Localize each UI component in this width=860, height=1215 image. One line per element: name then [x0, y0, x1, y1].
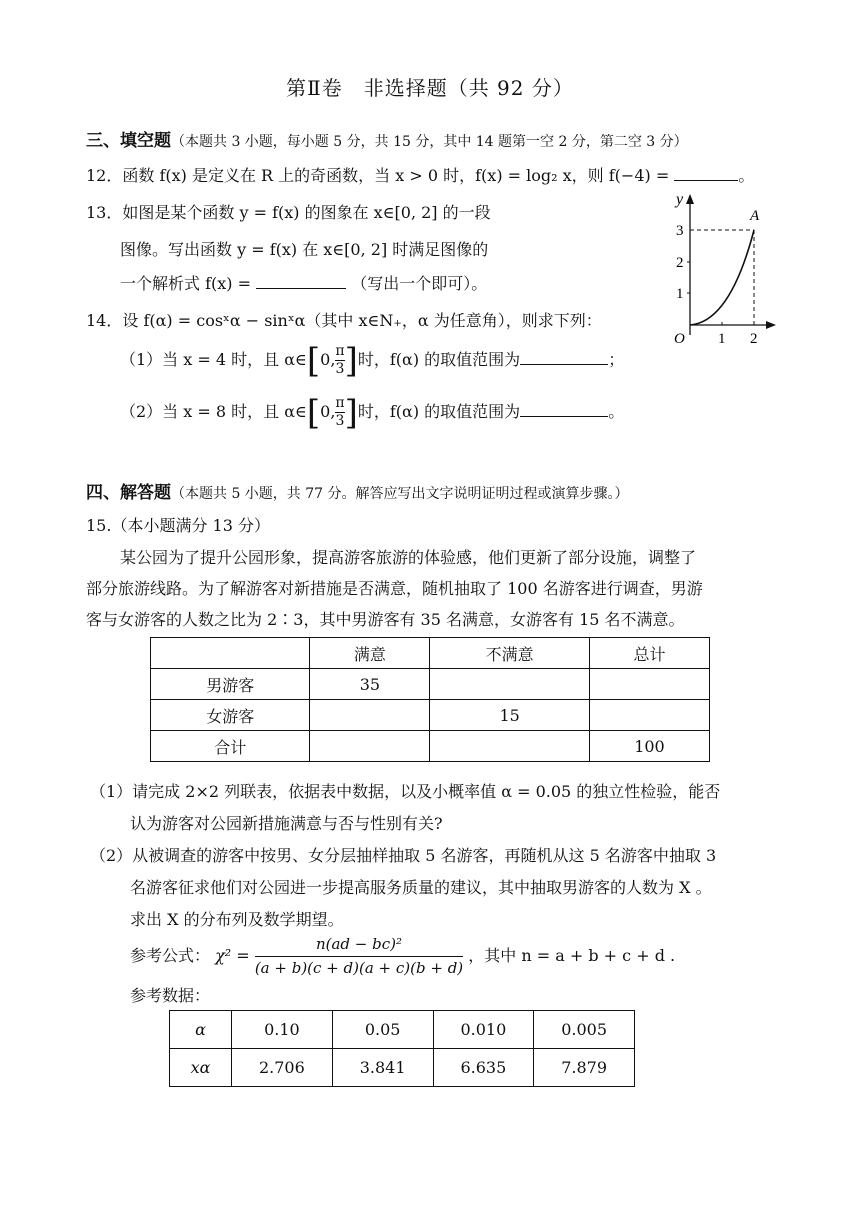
table-row: [151, 669, 710, 700]
q15-header: 15.（本小题满分 13 分）: [86, 516, 270, 535]
formula-fraction: [255, 935, 463, 978]
y-tick-label-1: 1: [676, 286, 684, 302]
table-cell: 7.879: [534, 1049, 635, 1087]
q15-sub-1a: （1）请完成 2×2 列联表，依据表中数据，以及小概率值 α = 0.05 的独立性检验，能否: [90, 782, 721, 801]
function-graph: [660, 190, 780, 355]
section-3-heading: 三、填空题: [86, 131, 171, 151]
table-cell: 0.005: [534, 1011, 635, 1049]
table-cell: xα: [170, 1049, 232, 1087]
section-3-header: [86, 126, 688, 151]
table-cell[interactable]: [589, 669, 709, 700]
table-row: [170, 1011, 635, 1049]
q15-sub-2b: 名游客征求他们对公园进一步提高服务质量的建议，其中抽取男游客的人数为 X 。: [130, 878, 712, 897]
table-cell[interactable]: [310, 700, 430, 731]
q13-answer-blank[interactable]: [256, 274, 346, 289]
q14-p2-answer-blank[interactable]: [520, 402, 608, 417]
fraction-denominator: 3: [335, 361, 345, 377]
fraction-denominator: 3: [335, 413, 345, 429]
table-row: [151, 700, 710, 731]
table-cell: 不满意: [430, 638, 590, 669]
y-axis-arrow: [686, 194, 694, 204]
q14-p2-a: （2）当 x = 8 时，且 α∈: [120, 402, 307, 421]
data-label: 参考数据：: [130, 986, 211, 1005]
curve: [690, 230, 754, 325]
pi-over-3: [335, 343, 344, 378]
q13-line-3: [120, 271, 487, 294]
table-cell: 100: [589, 731, 709, 762]
table-row: [151, 731, 710, 762]
section-3-note: （本题共 3 小题，每小题 5 分，共 15 分，其中 14 题第一空 2 分，第二空 3 分）: [171, 134, 688, 150]
y-tick-label-2: 2: [676, 255, 684, 271]
right-bracket: ]: [344, 392, 358, 433]
table-cell: 0.05: [332, 1011, 433, 1049]
table-cell: [151, 638, 310, 669]
page-title: 第Ⅱ卷 非选择题（共 92 分）: [286, 76, 574, 100]
left-bracket: [: [306, 392, 321, 433]
table-cell: 女游客: [151, 700, 310, 731]
table-cell: 0.10: [232, 1011, 333, 1049]
reference-data-table: [169, 1010, 635, 1087]
table-cell: 6.635: [433, 1049, 534, 1087]
table-cell: 3.841: [332, 1049, 433, 1087]
table-row: [170, 1049, 635, 1087]
q13-line-3a: 一个解析式 f(x) =: [120, 274, 252, 293]
table-cell: 35: [310, 669, 430, 700]
x-tick-label-1: 1: [718, 331, 726, 347]
fraction-numerator: π: [335, 343, 345, 360]
table-cell[interactable]: [310, 731, 430, 762]
point-a-label: A: [750, 208, 760, 224]
q14-p2-end: 。: [608, 402, 625, 421]
q13-line-1: 13．如图是某个函数 y = f(x) 的图象在 x∈[0, 2] 的一段: [86, 203, 491, 222]
interval-left: 0,: [320, 350, 336, 369]
q14-line-1: 14．设 f(α) = cosˣα − sinˣα（其中 x∈N₊，α 为任意角），则求下列：: [86, 311, 602, 330]
right-bracket: ]: [344, 340, 358, 381]
q15-para-2: 部分旅游线路。为了解游客对新措施是否满意，随机抽取了 100 名游客进行调查，男游: [86, 579, 703, 598]
q12-end: 。: [738, 166, 755, 185]
formula-lhs: χ² =: [215, 946, 250, 965]
q14-p2-b: 时，f(α) 的取值范围为: [357, 402, 521, 421]
table-cell: 0.010: [433, 1011, 534, 1049]
table-row: [151, 638, 710, 669]
fraction-numerator: π: [335, 395, 345, 412]
section-4-header: [86, 478, 629, 503]
table-cell[interactable]: [430, 669, 590, 700]
formula-numerator: n(ad − bc)²: [255, 935, 463, 957]
table-cell: 满意: [310, 638, 430, 669]
q14-p1-answer-blank[interactable]: [520, 350, 608, 365]
table-cell: 2.706: [232, 1049, 333, 1087]
q14-p1-a: （1）当 x = 4 时，且 α∈: [120, 350, 307, 369]
table-cell[interactable]: [589, 700, 709, 731]
question-12: [86, 163, 754, 186]
table-cell: α: [170, 1011, 232, 1049]
left-bracket: [: [306, 340, 321, 381]
y-axis-label: y: [676, 191, 684, 208]
section-4-heading: 四、解答题: [86, 483, 171, 503]
q13-line-2: 图像。写出函数 y = f(x) 在 x∈[0, 2] 时满足图像的: [120, 240, 489, 259]
section-4-note: （本题共 5 小题，共 77 分。解答应写出文字说明证明过程或演算步骤。）: [171, 486, 629, 502]
interval-left: 0,: [320, 402, 336, 421]
formula-label: 参考公式：: [130, 946, 211, 965]
q14-part-1: [120, 336, 624, 384]
q15-sub-1b: 认为游客对公园新措施满意与否与性别有关?: [130, 814, 443, 833]
contingency-table: [150, 637, 710, 762]
origin-label: O: [674, 331, 685, 347]
q14-part-2: [120, 388, 624, 436]
x-tick-label-2: 2: [750, 331, 758, 347]
formula-tail: ，其中 n = a + b + c + d .: [468, 946, 676, 965]
x-axis-arrow: [766, 321, 776, 329]
q12-answer-blank[interactable]: [674, 166, 738, 181]
reference-formula: [130, 932, 675, 980]
q13-line-3b: （写出一个即可）。: [351, 274, 488, 293]
pi-over-3: [335, 395, 344, 430]
table-cell: 总计: [589, 638, 709, 669]
q15-sub-2c: 求出 X 的分布列及数学期望。: [130, 910, 344, 929]
q14-p1-b: 时，f(α) 的取值范围为: [357, 350, 521, 369]
table-cell: 15: [430, 700, 590, 731]
q15-sub-2a: （2）从被调查的游客中按男、女分层抽样抽取 5 名游客，再随机从这 5 名游客中抽取 3: [90, 846, 717, 865]
q15-para-1: 某公园为了提升公园形象，提高游客旅游的体验感，他们更新了部分设施，调整了: [120, 548, 697, 567]
table-cell: 男游客: [151, 669, 310, 700]
table-cell: 合计: [151, 731, 310, 762]
q12-text: 12．函数 f(x) 是定义在 R 上的奇函数，当 x > 0 时，f(x) = log₂ x，则 f(−4) =: [86, 166, 670, 185]
q15-para-3: 客与女游客的人数之比为 2∶3，其中男游客有 35 名满意，女游客有 15 名不满意。: [86, 610, 685, 629]
formula-denominator: (a + b)(c + d)(a + c)(b + d): [254, 959, 464, 977]
q14-p1-end: ；: [608, 350, 625, 369]
y-tick-label-3: 3: [676, 223, 684, 239]
table-cell[interactable]: [430, 731, 590, 762]
